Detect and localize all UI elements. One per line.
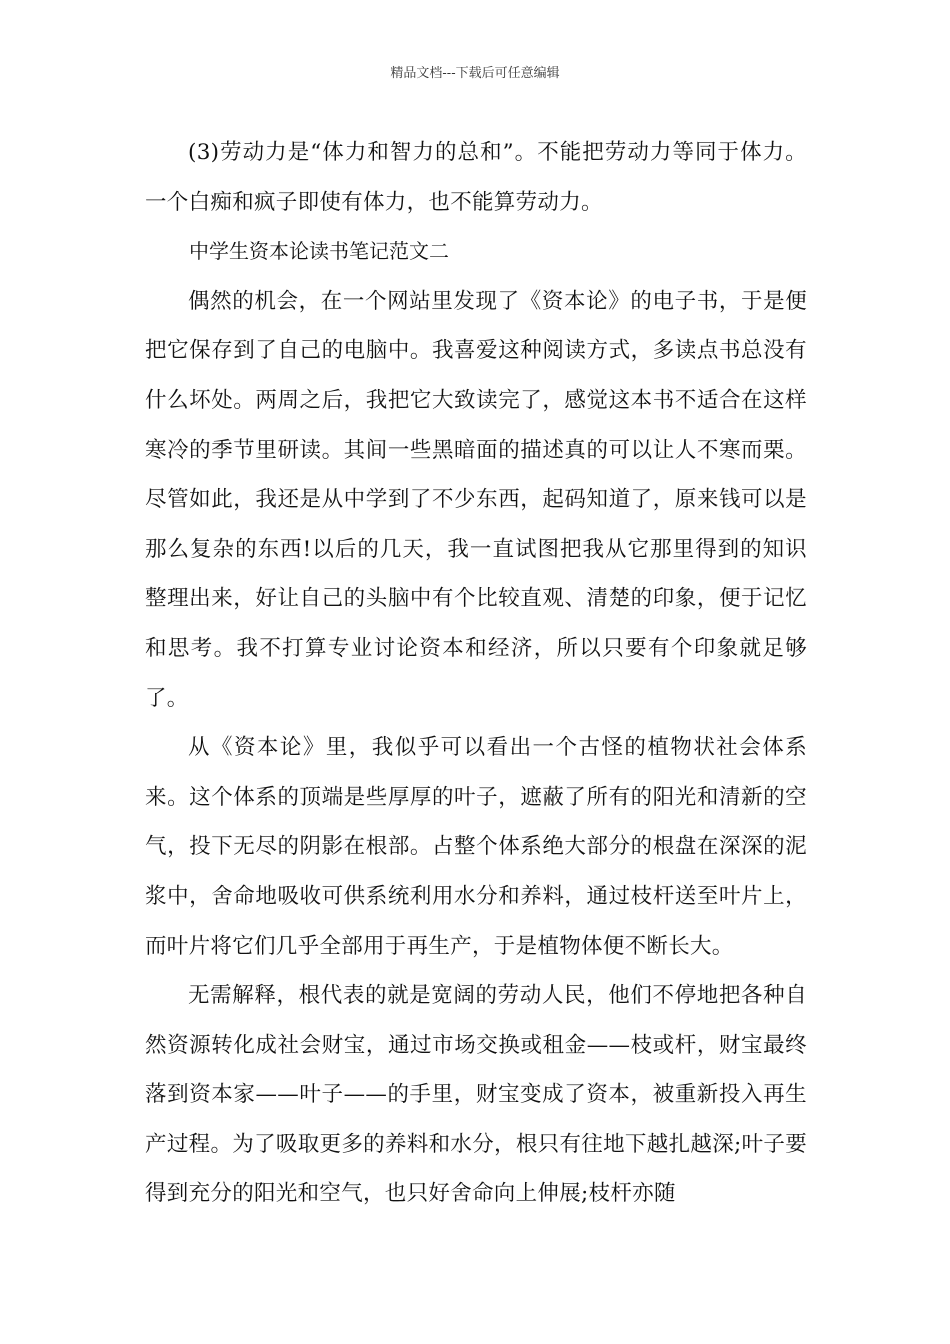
paragraph-plant-system: 从《资本论》里，我似乎可以看出一个古怪的植物状社会体系来。这个体系的顶端是些厚厚的叶子，遮蔽了所有的阳光和清新的空气，投下无尽的阴影在根部。占整个体系绝大部分的根盘在深深的泥浆中，舍命地吸收可供系统利用水分和养料，通过枝杆送至叶片上，而叶片将它们几乎全部用于再生产，于是植物体便不断长大。 bbox=[145, 735, 807, 959]
document-body bbox=[145, 128, 807, 1219]
paragraph-ebook-reading: 偶然的机会，在一个网站里发现了《资本论》的电子书，于是便把它保存到了自己的电脑中。我喜爱这种阅读方式，多读点书总没有什么坏处。两周之后，我把它大致读完了，感觉这本书不适合在这样寒冷的季节里研读。其间一些黑暗面的描述真的可以让人不寒而栗。尽管如此，我还是从中学到了不少东西，起码知道了，原来钱可以是那么复杂的东西!以后的几天，我一直试图把我从它那里得到的知识整理出来，好让自己的头脑中有个比较直观、清楚的印象，便于记忆和思考。我不打算专业讨论资本和经济，所以只要有个印象就足够了。 bbox=[145, 288, 807, 711]
section-title: 中学生资本论读书笔记范文二 bbox=[189, 239, 449, 264]
paragraph-labor-definition: (3)劳动力是“体力和智力的总和”。不能把劳动力等同于体力。一个白痴和疯子即使有体力，也不能算劳动力。 bbox=[145, 140, 807, 215]
paragraph-root-explanation: 无需解释，根代表的就是宽阔的劳动人民，他们不停地把各种自然资源转化成社会财宝，通过市场交换或租金——枝或杆，财宝最终落到资本家——叶子——的手里，财宝变成了资本，被重新投入再生产过程。为了吸取更多的养料和水分，根只有往地下越扎越深;叶子要得到充分的阳光和空气，也只好舍命向上伸展;枝杆亦随 bbox=[145, 983, 807, 1207]
page-header: 精品文档---下载后可任意编辑 bbox=[390, 66, 560, 81]
